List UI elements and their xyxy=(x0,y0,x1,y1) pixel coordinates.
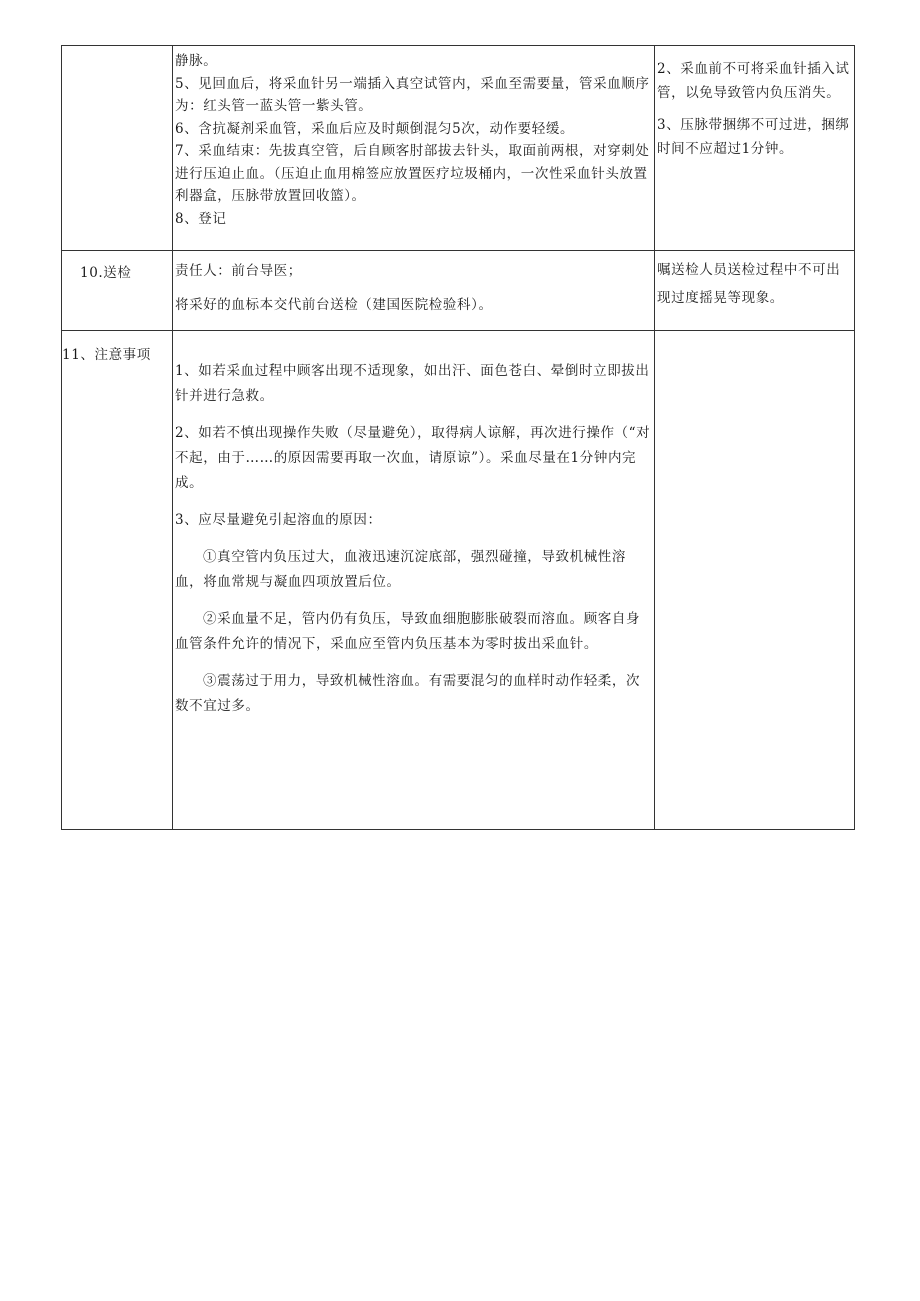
step-text: 1、如若采血过程中顾客出现不适现象，如出汗、面色苍白、晕倒时立即拔出针并进行急救。 xyxy=(175,363,650,404)
step-text: ③震荡过于用力，导致机械性溶血。有需要混匀的血样时动作轻柔，次数不宜过多。 xyxy=(175,673,641,714)
procedure-steps-cell xyxy=(173,331,655,830)
table-row-send-inspection xyxy=(62,251,855,331)
step-text: 2、如若不慎出现操作失败（尽量避免），取得病人谅解，再次进行操作（“对不起，由于……的原因需要再取一次血，请原谅”）。采血尽量在1分钟内完成。 xyxy=(175,425,651,491)
note-text: 2、采血前不可将采血针插入试管，以免导致管内负压消失。 xyxy=(657,61,850,101)
procedure-steps-cell xyxy=(173,46,655,251)
notes-cell xyxy=(655,331,855,830)
step-text: 静脉。 xyxy=(175,53,218,69)
step-text: 责任人：前台导医； xyxy=(175,263,302,279)
procedure-table xyxy=(61,45,855,830)
row-label-cell xyxy=(62,251,173,331)
row-label-cell xyxy=(62,331,173,830)
step-text: 3、应尽量避免引起溶血的原因： xyxy=(175,512,382,528)
step-text: 将采好的血标本交代前台送检（建国医院检验科）。 xyxy=(175,297,493,313)
step-text: 7、采血结束：先拔真空管，后自顾客肘部拔去针头，取面前两根，对穿刺处进行压迫止血。（压迫止血用棉签应放置医疗垃圾桶内，一次性采血针头放置利器盒，压脉带放置回收篮）。 xyxy=(175,143,650,204)
step-text: 8、登记 xyxy=(175,210,227,227)
step-text: ①真空管内负压过大，血液迅速沉淀底部，强烈碰撞，导致机械性溶血，将血常规与凝血四项放置后位。 xyxy=(175,549,626,590)
note-text: 3、压脉带捆绑不可过进，捆绑时间不应超过1分钟。 xyxy=(657,117,850,157)
notes-cell xyxy=(655,251,855,331)
step-text: ②采血量不足，管内仍有负压，导致血细胞膨胀破裂而溶血。顾客自身血管条件允许的情况下，采血应至管内负压基本为零时拔出采血针。 xyxy=(175,611,641,652)
step-text: 6、含抗凝剂采血管，采血后应及时颠倒混匀5次，动作要轻缓。 xyxy=(175,120,575,137)
table-row-blood-draw-steps xyxy=(62,46,855,251)
step-text: 5、见回血后，将采血针另一端插入真空试管内，采血至需要量，管采血顺序为：红头管一蓝头管一紫头管。 xyxy=(175,75,650,114)
notes-cell xyxy=(655,46,855,251)
row-label: 10.送检 xyxy=(80,265,132,281)
row-label-cell xyxy=(62,46,173,251)
procedure-steps-cell xyxy=(173,251,655,331)
table-row-precautions xyxy=(62,331,855,830)
note-text: 嘱送检人员送检过程中不可出现过度摇晃等现象。 xyxy=(657,262,841,306)
row-label: 11、注意事项 xyxy=(62,347,151,363)
